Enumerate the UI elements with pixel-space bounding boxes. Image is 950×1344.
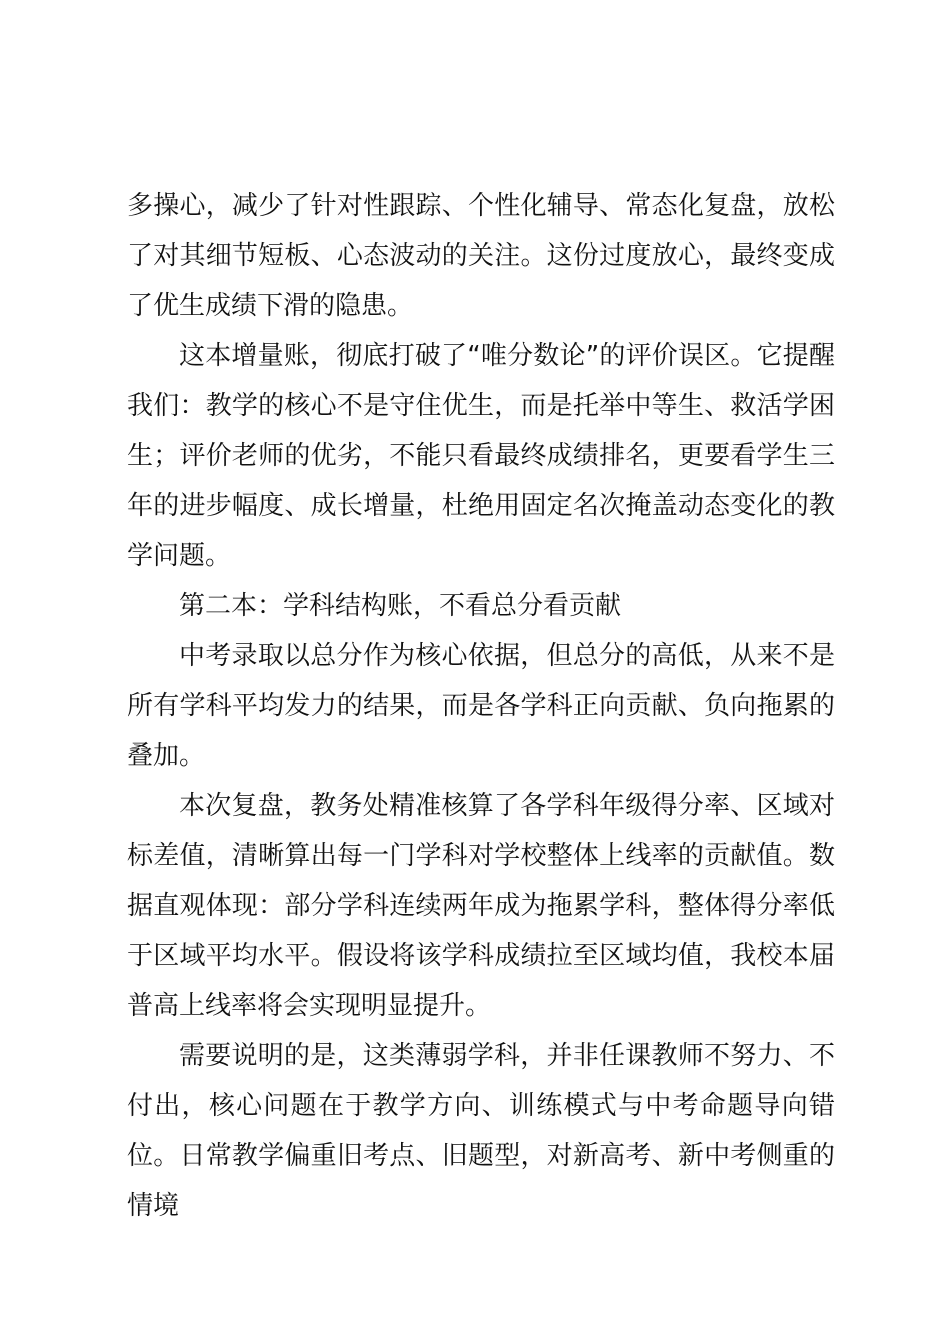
paragraph-1: 多操心，减少了针对性跟踪、个性化辅导、常态化复盘，放松了对其细节短板、心态波动的关注。这份过度放心，最终变成了优生成绩下滑的隐患。 [127, 191, 835, 321]
paragraph-5: 需要说明的是，这类薄弱学科，并非任课教师不努力、不付出，核心问题在于教学方向、训练模式与中考命题导向错位。日常教学偏重旧考点、旧题型，对新高考、新中考侧重的情境 [127, 1041, 835, 1221]
section-heading: 第二本：学科结构账，不看总分看贡献 [179, 591, 622, 621]
document-body [127, 181, 835, 1231]
paragraph-4: 本次复盘，教务处精准核算了各学科年级得分率、区域对标差值，清晰算出每一门学科对学校整体上线率的贡献值。数据直观体现：部分学科连续两年成为拖累学科，整体得分率低于区域平均水平。假设将该学科成绩拉至区域均值，我校本届普高上线率将会实现明显提升。 [127, 791, 835, 1021]
paragraph-2: 这本增量账，彻底打破了“唯分数论”的评价误区。它提醒我们：教学的核心不是守住优生，而是托举中等生、救活学困生；评价老师的优劣，不能只看最终成绩排名，更要看学生三年的进步幅度、成长增量，杜绝用固定名次掩盖动态变化的教学问题。 [127, 341, 835, 571]
paragraph-3: 中考录取以总分作为核心依据，但总分的高低，从来不是所有学科平均发力的结果，而是各学科正向贡献、负向拖累的叠加。 [127, 641, 835, 771]
